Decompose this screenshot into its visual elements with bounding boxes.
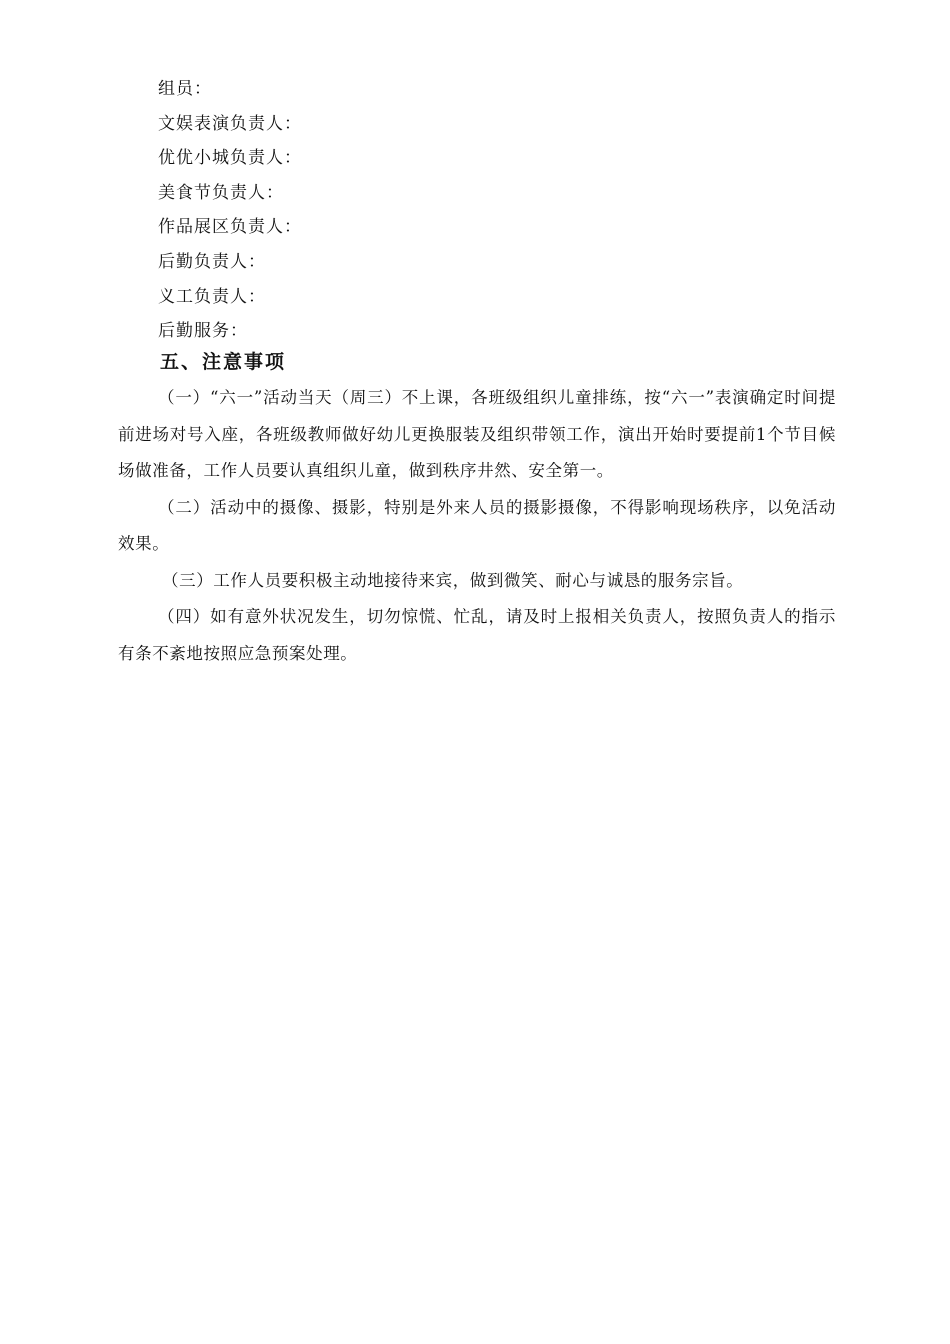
role-item-performance-lead: 文娱表演负责人： xyxy=(158,113,302,134)
role-item-logistics-service: 后勤服务： xyxy=(158,321,248,342)
note-paragraph-3: （三）工作人员要积极主动地接待来宾，做到微笑、耐心与诚恳的服务宗旨。 xyxy=(162,570,744,590)
role-item-members: 组员： xyxy=(158,79,212,99)
role-item-volunteer-lead: 义工负责人： xyxy=(158,286,266,307)
role-item-exhibition-lead: 作品展区负责人： xyxy=(158,217,302,238)
notes-section xyxy=(118,380,836,672)
section-title: 五、注意事项 xyxy=(160,351,287,373)
role-item-logistics-lead: 后勤负责人： xyxy=(158,251,266,272)
note-paragraph-4: （四）如有意外状况发生，切勿惊慌、忙乱，请及时上报相关负责人，按照负责人的指示有条不紊地按照应急预案处理。 xyxy=(118,607,836,663)
role-item-food-festival-lead: 美食节负责人： xyxy=(158,182,284,203)
note-paragraph-1: （一）“六一”活动当天（周三）不上课，各班级组织儿童排练，按“六一”表演确定时间提前进场对号入座，各班级教师做好幼儿更换服装及组织带领工作，演出开始时要提前1个节目候场做准备，工作人员要认真组织儿童，做到秩序井然、安全第一。 xyxy=(118,388,836,480)
role-list xyxy=(158,72,302,349)
note-paragraph-2: （二）活动中的摄像、摄影，特别是外来人员的摄影摄像，不得影响现场秩序，以免活动效果。 xyxy=(118,497,836,553)
role-item-youyou-town-lead: 优优小城负责人： xyxy=(158,148,302,169)
